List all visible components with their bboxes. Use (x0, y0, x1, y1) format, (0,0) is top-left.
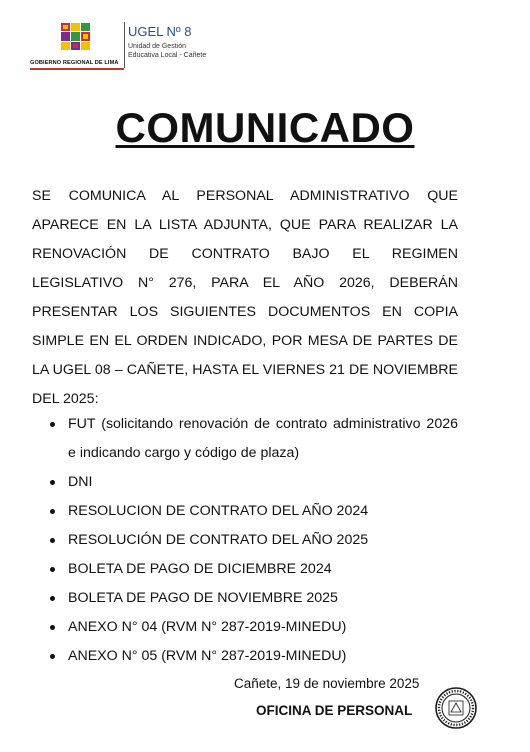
bullet-icon (50, 509, 55, 514)
official-seal-stamp (434, 686, 478, 730)
regional-government-logo (60, 22, 92, 52)
document-item-text: ANEXO N° 05 (RVM N° 287-2019-MINEDU) (68, 648, 347, 664)
document-item-text: DNI (68, 474, 93, 490)
document-item-text: ANEXO N° 04 (RVM N° 287-2019-MINEDU) (68, 619, 347, 635)
document-item (32, 613, 458, 642)
letterhead (30, 18, 290, 78)
bullet-icon (50, 480, 55, 485)
bullet-icon (50, 625, 55, 630)
red-divider-line (30, 68, 124, 70)
government-name: GOBIERNO REGIONAL DE LIMA (30, 60, 119, 66)
document-item (32, 584, 458, 613)
ugel-title: UGEL Nº 8 (128, 24, 192, 39)
document-item-text: BOLETA DE PAGO DE NOVIEMBRE 2025 (68, 590, 338, 606)
document-item-text: RESOLUCION DE CONTRATO DEL AÑO 2024 (68, 503, 369, 519)
ugel-subtitle-line-2: Educativa Local - Cañete (128, 52, 207, 59)
issuing-office: OFICINA DE PERSONAL (256, 703, 413, 718)
announcement-body: SE COMUNICA AL PERSONAL ADMINISTRATIVO QUE APARECE EN LA LISTA ADJUNTA, QUE PARA REALIZAR LA RENOVACIÓN DE CONTRATO BAJO EL REGIMEN LEGISLATIVO N° 276, PARA EL AÑO 2026, DEBERÁN PRESENTAR LOS SIGUIENTES DOCUMENTOS EN COPIA SIMPLE EN EL ORDEN INDICADO, POR MESA DE PARTES DE LA UGEL 08 – CAÑETE, HASTA EL VIERNES 21 DE NOVIEMBRE DEL 2025: (32, 188, 458, 407)
bullet-icon (50, 538, 55, 543)
bullet-icon (50, 567, 55, 572)
ugel-subtitle (128, 42, 206, 60)
required-documents-list (32, 410, 458, 671)
ugel-subtitle-line-1: Unidad de Gestión (128, 43, 186, 50)
bullet-icon (50, 596, 55, 601)
vertical-divider (124, 22, 125, 68)
document-item (32, 468, 458, 497)
issue-date: Cañete, 19 de noviembre 2025 (234, 676, 420, 691)
bullet-icon (50, 654, 55, 659)
document-item-text: RESOLUCIÓN DE CONTRATO DEL AÑO 2025 (68, 532, 369, 548)
document-item (32, 642, 458, 671)
document-item (32, 526, 458, 555)
document-item (32, 497, 458, 526)
document-item-text: BOLETA DE PAGO DE DICIEMBRE 2024 (68, 561, 332, 577)
bullet-icon (50, 422, 55, 427)
document-item (32, 555, 458, 584)
page-title: COMUNICADO (115, 104, 415, 151)
document-item-text: FUT (solicitando renovación de contrato administrativo 2026 e indicando cargo y código de plaza) (68, 416, 458, 461)
document-item (32, 410, 458, 468)
